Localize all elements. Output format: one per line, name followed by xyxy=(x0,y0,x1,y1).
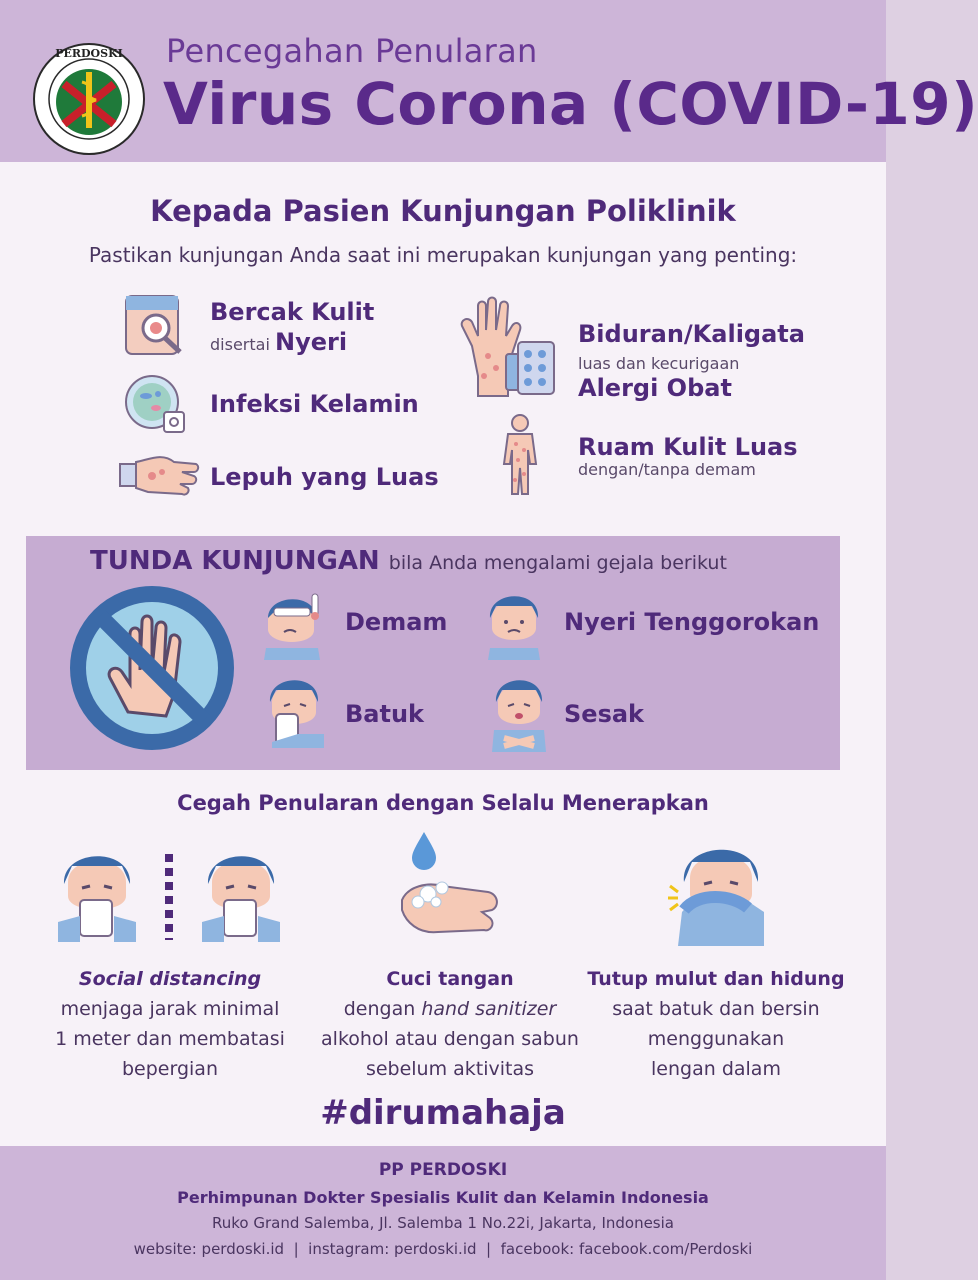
visit-item-biduran-sub: luas dan kecurigaan xyxy=(578,354,740,373)
no-entry-hand-icon xyxy=(66,582,238,754)
footer-org-short: PP PERDOSKI xyxy=(378,1160,508,1180)
visit-item-biduran-post: Alergi Obat xyxy=(578,374,732,402)
visit-item-lepuh: Lepuh yang Luas xyxy=(210,463,439,491)
footer-address: Ruko Grand Salemba, Jl. Salemba 1 No.22i, Jakarta, Indonesia xyxy=(212,1214,674,1232)
perdoski-logo xyxy=(32,42,146,156)
footer-contacts: website: perdoski.id | instagram: perdoski.id | facebook: facebook.com/Perdoski xyxy=(133,1240,753,1258)
visit-item-ruam-sub: dengan/tanpa demam xyxy=(578,460,756,479)
sore-throat-face-icon xyxy=(486,588,542,660)
person-left-icon xyxy=(56,846,138,942)
visit-item-ruam-pre: Ruam Kulit Luas xyxy=(578,433,798,461)
visit-intro: Pastikan kunjungan Anda saat ini merupakan kunjungan yang penting: xyxy=(88,243,798,267)
hashtag: #dirumahaja xyxy=(320,1093,566,1133)
cough-face-icon xyxy=(262,672,326,748)
prevent-heading: Cegah Penularan dengan Selalu Menerapkan xyxy=(177,791,709,815)
prevent-caption-distancing: Social distancing menjaga jarak minimal 1 meter dan membatasi bepergian xyxy=(55,968,285,1080)
person-right-icon xyxy=(200,846,282,942)
fever-face-icon xyxy=(262,590,326,660)
short-breath-face-icon xyxy=(490,672,548,752)
symptom-batuk: Batuk xyxy=(345,700,425,728)
cover-mouth-icon xyxy=(668,838,770,946)
symptom-sesak: Sesak xyxy=(564,700,645,728)
header-title: Virus Corona (COVID-19) xyxy=(163,70,978,138)
postpone-heading: TUNDA KUNJUNGAN bila Anda mengalami gejala berikut xyxy=(90,546,727,576)
prevent-caption-handwash: Cuci tangan dengan hand sanitizer alkohol atau dengan sabun sebelum aktivitas xyxy=(321,968,579,1080)
hand-pills-icon xyxy=(458,296,556,400)
visit-item-infeksi: Infeksi Kelamin xyxy=(210,390,419,418)
footer-org-full: Perhimpunan Dokter Spesialis Kulit dan Kelamin Indonesia xyxy=(177,1188,709,1207)
body-rash-icon xyxy=(500,414,540,496)
visit-item-bercak-sub: disertai Nyeri xyxy=(210,328,348,356)
visit-item-bercak-pre: Bercak Kulit xyxy=(210,298,375,326)
svg-text:PERDOSKI: PERDOSKI xyxy=(55,47,123,60)
microbe-petri-icon xyxy=(124,372,188,436)
header-subtitle: Pencegahan Penularan xyxy=(166,32,538,70)
prevent-caption-cover: Tutup mulut dan hidung saat batuk dan bersin menggunakan lengan dalam xyxy=(587,968,845,1080)
handwash-icon xyxy=(398,830,502,946)
blistered-hand-icon xyxy=(118,448,200,498)
skin-spot-magnifier-icon xyxy=(124,292,184,356)
visit-item-biduran-pre: Biduran/Kaligata xyxy=(578,320,805,348)
symptom-nyeri-tenggorokan: Nyeri Tenggorokan xyxy=(564,608,820,636)
symptom-demam: Demam xyxy=(345,608,448,636)
visit-heading: Kepada Pasien Kunjungan Poliklinik xyxy=(150,194,736,228)
distance-divider xyxy=(165,854,173,940)
